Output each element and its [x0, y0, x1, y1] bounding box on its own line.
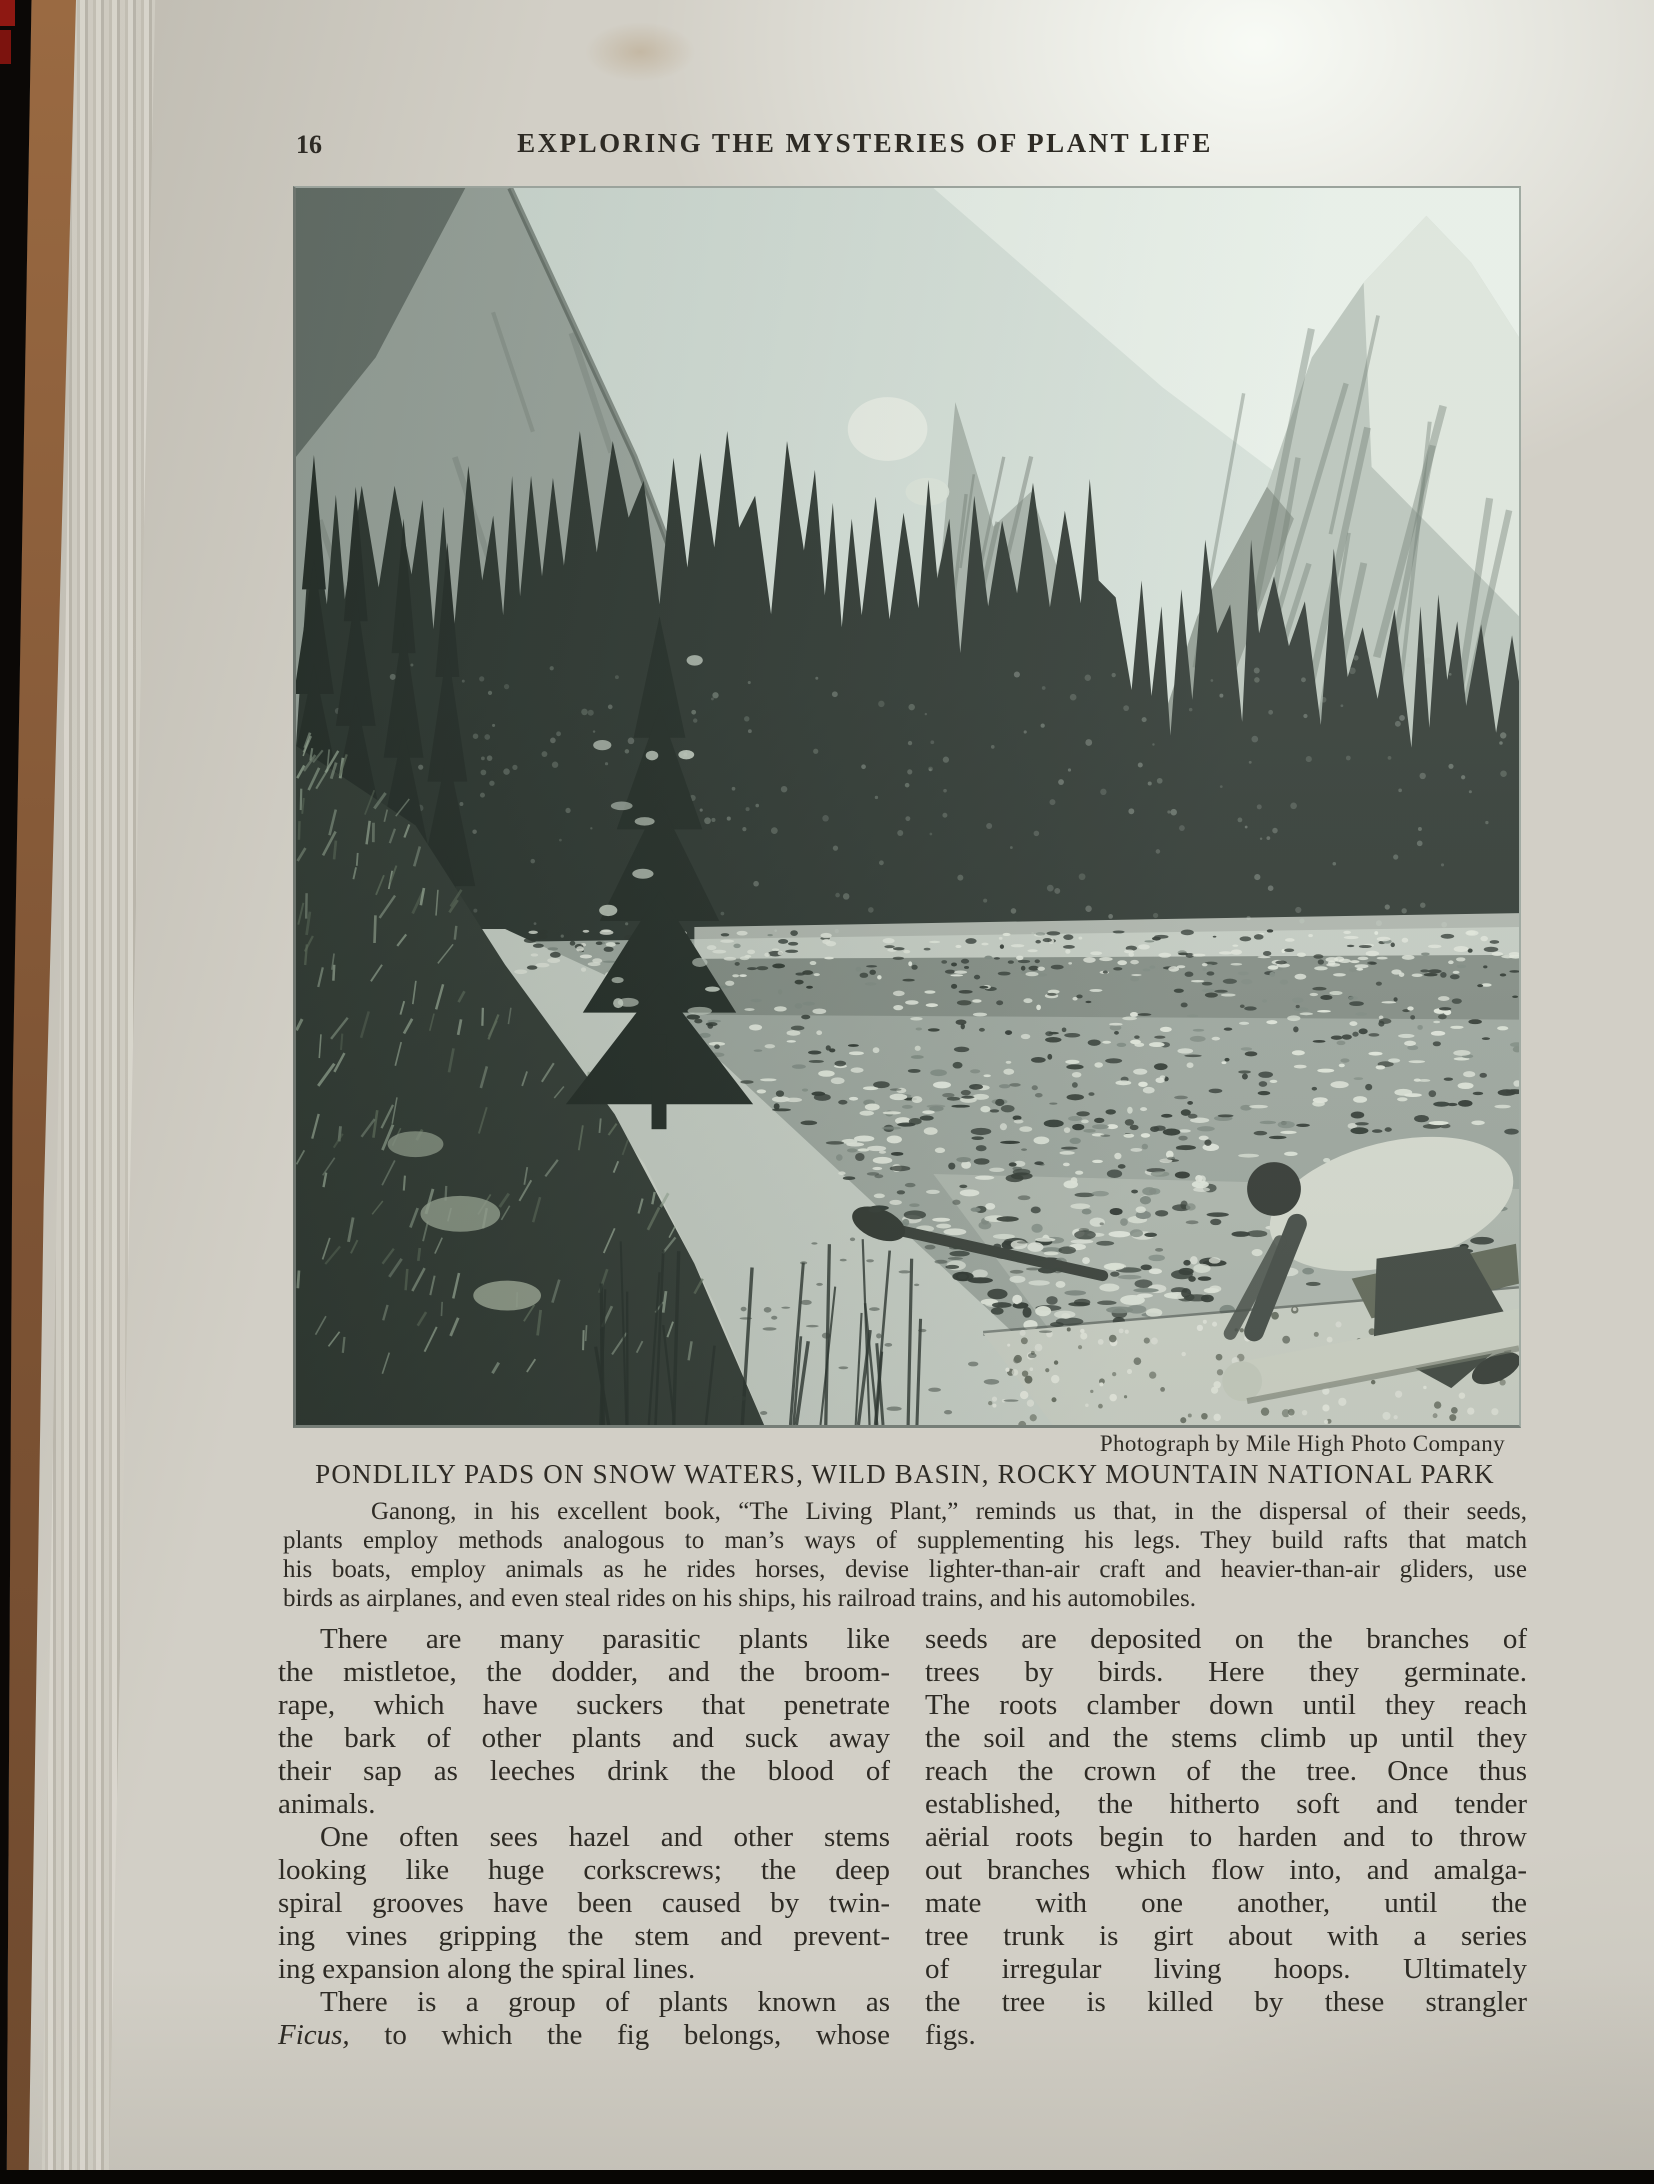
text-line: the mistletoe, the dodder, and the broom-	[278, 1656, 890, 1688]
text-line: Ganong, in his excellent book, “The Living Plant,” reminds us that, in the dispersal of their seeds,	[371, 1498, 1527, 1525]
photo-illustration	[296, 188, 1519, 1425]
text-line: One often sees hazel and other stems	[320, 1821, 890, 1853]
snow-patch	[848, 397, 928, 461]
text-line: ing expansion along the spiral lines.	[278, 1953, 696, 1985]
bottom-scan-edge	[0, 2170, 1654, 2184]
text-line: Ficus, to which the fig belongs, whose	[278, 2019, 890, 2051]
text-line: The roots clamber down until they reach	[925, 1689, 1527, 1721]
text-line: their sap as leeches drink the blood of	[278, 1755, 890, 1787]
text-line: There are many parasitic plants like	[320, 1623, 890, 1655]
text-line: seeds are deposited on the branches of	[925, 1623, 1527, 1655]
page-stain	[585, 22, 695, 82]
grass-tuft	[473, 1281, 541, 1311]
text-line: tree trunk is girt about with a series	[925, 1920, 1527, 1952]
text-line: animals.	[278, 1788, 376, 1820]
text-line: plants employ methods analogous to man’s ways of supplementing his legs. They build rafts that match	[283, 1527, 1527, 1554]
text-line: of irregular living hoops. Ultimately	[925, 1953, 1527, 1985]
text-line: birds as airplanes, and even steal rides on his ships, his railroad trains, and his automobiles.	[283, 1585, 1197, 1612]
text-line: the tree is killed by these strangler	[925, 1986, 1527, 2018]
text-line: reach the crown of the tree. Once thus	[925, 1755, 1527, 1787]
text-line: trees by birds. Here they germinate.	[925, 1656, 1527, 1688]
text-line: looking like huge corkscrews; the deep	[278, 1854, 890, 1886]
text-line: ing vines gripping the stem and prevent-	[278, 1920, 890, 1952]
text-line: There is a group of plants known as	[320, 1986, 890, 2018]
text-line: figs.	[925, 2019, 976, 2051]
text-line: the bark of other plants and suck away	[278, 1722, 890, 1754]
text-line: the soil and the stems climb up until they	[925, 1722, 1527, 1754]
running-head: EXPLORING THE MYSTERIES OF PLANT LIFE	[517, 128, 1213, 158]
page-number: 16	[296, 130, 322, 159]
man-cap	[1247, 1162, 1301, 1216]
text-line: out branches which flow into, and amalga-	[925, 1854, 1527, 1886]
grass-tuft	[420, 1196, 500, 1232]
body-left-column	[278, 1623, 890, 2052]
text-line: spiral grooves have been caused by twin-	[278, 1887, 890, 1919]
caption-text	[283, 1497, 1527, 1613]
text-line: mate with one another, until the	[925, 1887, 1527, 1919]
text-line: his boats, employ animals as he rides horses, devise lighter-than-air craft and heavier-than-air gliders, use	[283, 1556, 1527, 1583]
caption-title: PONDLILY PADS ON SNOW WATERS, WILD BASIN, ROCKY MOUNTAIN NATIONAL PARK	[315, 1459, 1495, 1489]
photo-credit: Photograph by Mile High Photo Company	[1099, 1431, 1505, 1456]
text-line: established, the hitherto soft and tender	[925, 1788, 1527, 1820]
red-mark	[0, 30, 11, 64]
page-header	[0, 128, 1654, 164]
text-line: rape, which have suckers that penetrate	[278, 1689, 890, 1721]
text-line: aërial roots begin to harden and to throw	[925, 1821, 1527, 1853]
grass-tuft	[388, 1131, 444, 1157]
landscape-photo	[293, 186, 1521, 1428]
log-end	[1222, 1361, 1262, 1401]
red-mark	[0, 0, 15, 26]
body-right-column	[925, 1623, 1527, 2052]
